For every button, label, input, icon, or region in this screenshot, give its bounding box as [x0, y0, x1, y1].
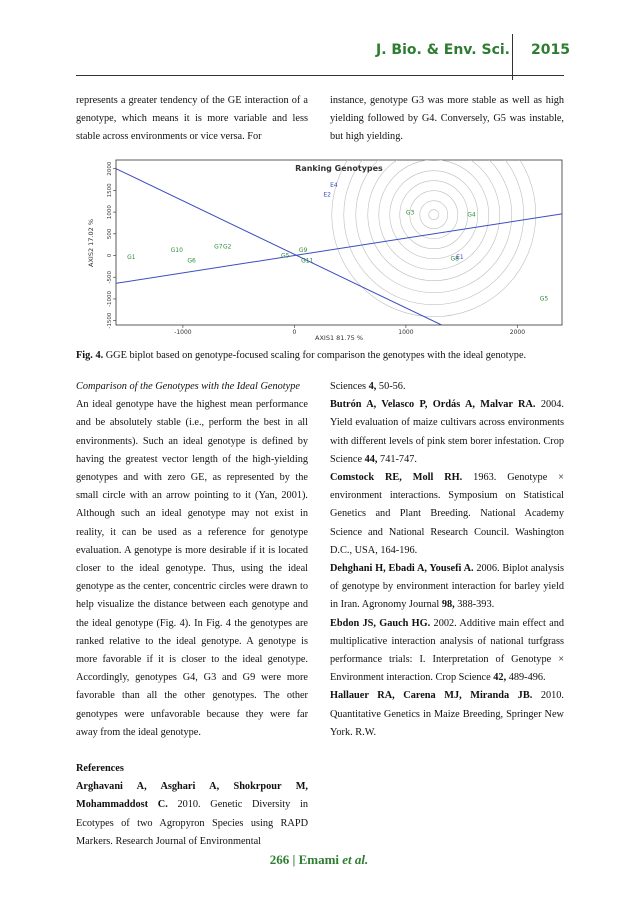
ref-authors: Arghavani A, Asghari A, Shokrpour M, Mohammaddost C.	[76, 781, 308, 811]
genotype-label: G5	[539, 295, 549, 303]
ref-text: 2010. Genetic Diversity in Ecotypes of two Agropyron Species using RAPD Markers. Research Journal of Environmental	[76, 799, 308, 847]
genotype-label: G11	[301, 257, 314, 265]
section-body: An ideal genotype have the highest mean performance and be absolutely stable (i.e., perform the best in all environments). Such an ideal genotype is defined by having the greatest vector length of the high-yielding genotypes and with zero GE, as represented by the small circle with an arrow pointing to it (Yan, 2001). Although such an ideal genotype may not exist in reality, it can be used as a reference for genotype evaluation. A genotype is more desirable if it is located closer to the ideal genotype. Thus, using the ideal genotype as the center, concentric circles were drawn to help visualize the distance between each genotype and the ideal genotype (Fig. 4). In Fig. 4 the genotypes are ranked relative to the ideal genotype. A genotype is more favorable if it is closer to the ideal genotype. Accordingly, genotypes G4, G3 and G9 were more favorable than all the other genotypes. The other genotypes were unfavorable because they were far away from the ideal genotype.	[76, 399, 308, 738]
y-tick-label: 1500	[107, 183, 113, 198]
ref-text: 2004. Yield evaluation of maize cultivars across environments with different levels of pink stem borer infestation. Crop Science	[330, 399, 564, 465]
x-tick-label: 0	[292, 329, 297, 336]
ref-volume: 42,	[493, 672, 507, 684]
y-axis-label: AXIS2 17.02 %	[87, 219, 95, 267]
genotype-label: G6	[187, 257, 196, 265]
ref-text: 2010. Quantitative Genetics in Maize Breeding, Springer New York. R.W.	[330, 690, 565, 738]
ref-authors: Comstock RE, Moll RH.	[330, 472, 463, 484]
ref-pages: 489-496.	[506, 672, 546, 684]
footer-separator: |	[289, 852, 299, 867]
figure-caption	[76, 349, 564, 363]
intro-left-paragraph	[76, 92, 308, 147]
ref-volume: 4,	[368, 381, 377, 392]
ref-pages: 50-56.	[376, 381, 406, 392]
environment-label: E4	[330, 181, 338, 189]
x-axis-label: AXIS1 81.75 %	[315, 334, 363, 342]
vertical-divider	[512, 34, 513, 80]
reference-arghavani	[76, 778, 308, 851]
x-tick-label: -1000	[174, 329, 192, 336]
environment-label: E2	[323, 191, 331, 199]
ref-pages: 388-393.	[454, 599, 495, 611]
journal-title: J. Bio. & Env. Sci.	[376, 42, 510, 58]
genotype-label: G9	[298, 247, 308, 255]
references-heading: References	[76, 763, 124, 775]
left-column	[76, 378, 308, 851]
reference-dehghani	[330, 560, 564, 615]
ref-authors: Dehghani H, Ebadi A, Yousefi A.	[330, 563, 474, 575]
x-tick-label: 1000	[398, 329, 414, 336]
y-tick-label: 0	[107, 253, 113, 258]
y-tick-label: -1000	[107, 290, 113, 307]
header-rule	[76, 75, 564, 76]
reference-comstock	[330, 469, 564, 560]
ref-authors: Hallauer RA, Carena MJ, Miranda JB.	[330, 690, 533, 702]
figure-4	[76, 158, 564, 342]
genotype-label: G5	[281, 252, 290, 260]
intro-right-text: instance, genotype G3 was more stable as well as high yielding followed by G4. Conversely, G5 was instable, but high yielding.	[330, 95, 564, 143]
biplot-chart	[76, 158, 564, 342]
ref-volume: 98,	[441, 599, 455, 611]
genotype-label: G10	[170, 247, 183, 255]
section-heading: Comparison of the Genotypes with the Ideal Genotype	[76, 381, 300, 392]
journal-year: 2015	[531, 42, 570, 58]
reference-hallauer	[330, 687, 564, 742]
ref-text: 1963. Genotype × environment interactions. Symposium on Statistical Genetics and Plant Breeding. National Academy Science and National Research Council. Washington D.C., USA, 164-196.	[330, 472, 564, 556]
figure-caption-text: GGE biplot based on genotype-focused scaling for comparison the genotypes with the ideal genotype.	[105, 350, 527, 361]
ref-authors: Butrón A, Velasco P, Ordás A, Malvar RA.	[330, 399, 536, 411]
intro-right-paragraph	[330, 92, 564, 147]
y-tick-label: 2000	[107, 161, 113, 176]
y-tick-label: 1000	[107, 205, 113, 220]
y-tick-label: -1500	[107, 312, 113, 329]
ref-pages: 741-747.	[377, 453, 417, 465]
reference-continued	[330, 378, 564, 396]
ref-text: 2002. Additive main effect and multiplicative interaction analysis of national turfgrass performance trials: I. Interpretation of Genotype × Environment interaction. Crop Science	[330, 617, 564, 684]
figure-label: Fig. 4.	[76, 350, 104, 361]
chart-title: Ranking Genotypes	[295, 164, 383, 173]
footer-etal: et al.	[342, 852, 369, 867]
genotype-label: G1	[127, 254, 136, 261]
ref-text: 2006. Biplot analysis of genotype by environment interaction for barley yield in Iran. Agronomy Journal	[330, 563, 565, 611]
ref-text: Sciences	[330, 381, 369, 392]
intro-left-text: represents a greater tendency of the GE interaction of a genotype, which means it is more variable and less stable across environments or vice versa. For	[76, 95, 308, 143]
ref-authors: Ebdon JS, Gauch HG.	[330, 617, 431, 629]
ref-volume: 44,	[364, 453, 378, 465]
reference-butron	[330, 396, 564, 469]
environment-label: E1	[456, 254, 464, 261]
genotype-label: G7	[214, 243, 223, 251]
page-number: 266	[269, 852, 290, 867]
genotype-label: G2	[223, 243, 232, 251]
y-tick-label: 500	[107, 228, 113, 240]
page-footer	[0, 852, 638, 868]
genotype-label: G3	[405, 209, 415, 217]
y-tick-label: -500	[107, 270, 113, 284]
genotype-label: G4	[467, 211, 476, 219]
x-tick-label: 2000	[509, 329, 526, 336]
reference-ebdon	[330, 615, 564, 688]
plot-frame	[116, 160, 562, 325]
right-column	[330, 378, 564, 742]
footer-author: Emami	[298, 852, 343, 867]
genotype-label: G8	[450, 255, 459, 263]
